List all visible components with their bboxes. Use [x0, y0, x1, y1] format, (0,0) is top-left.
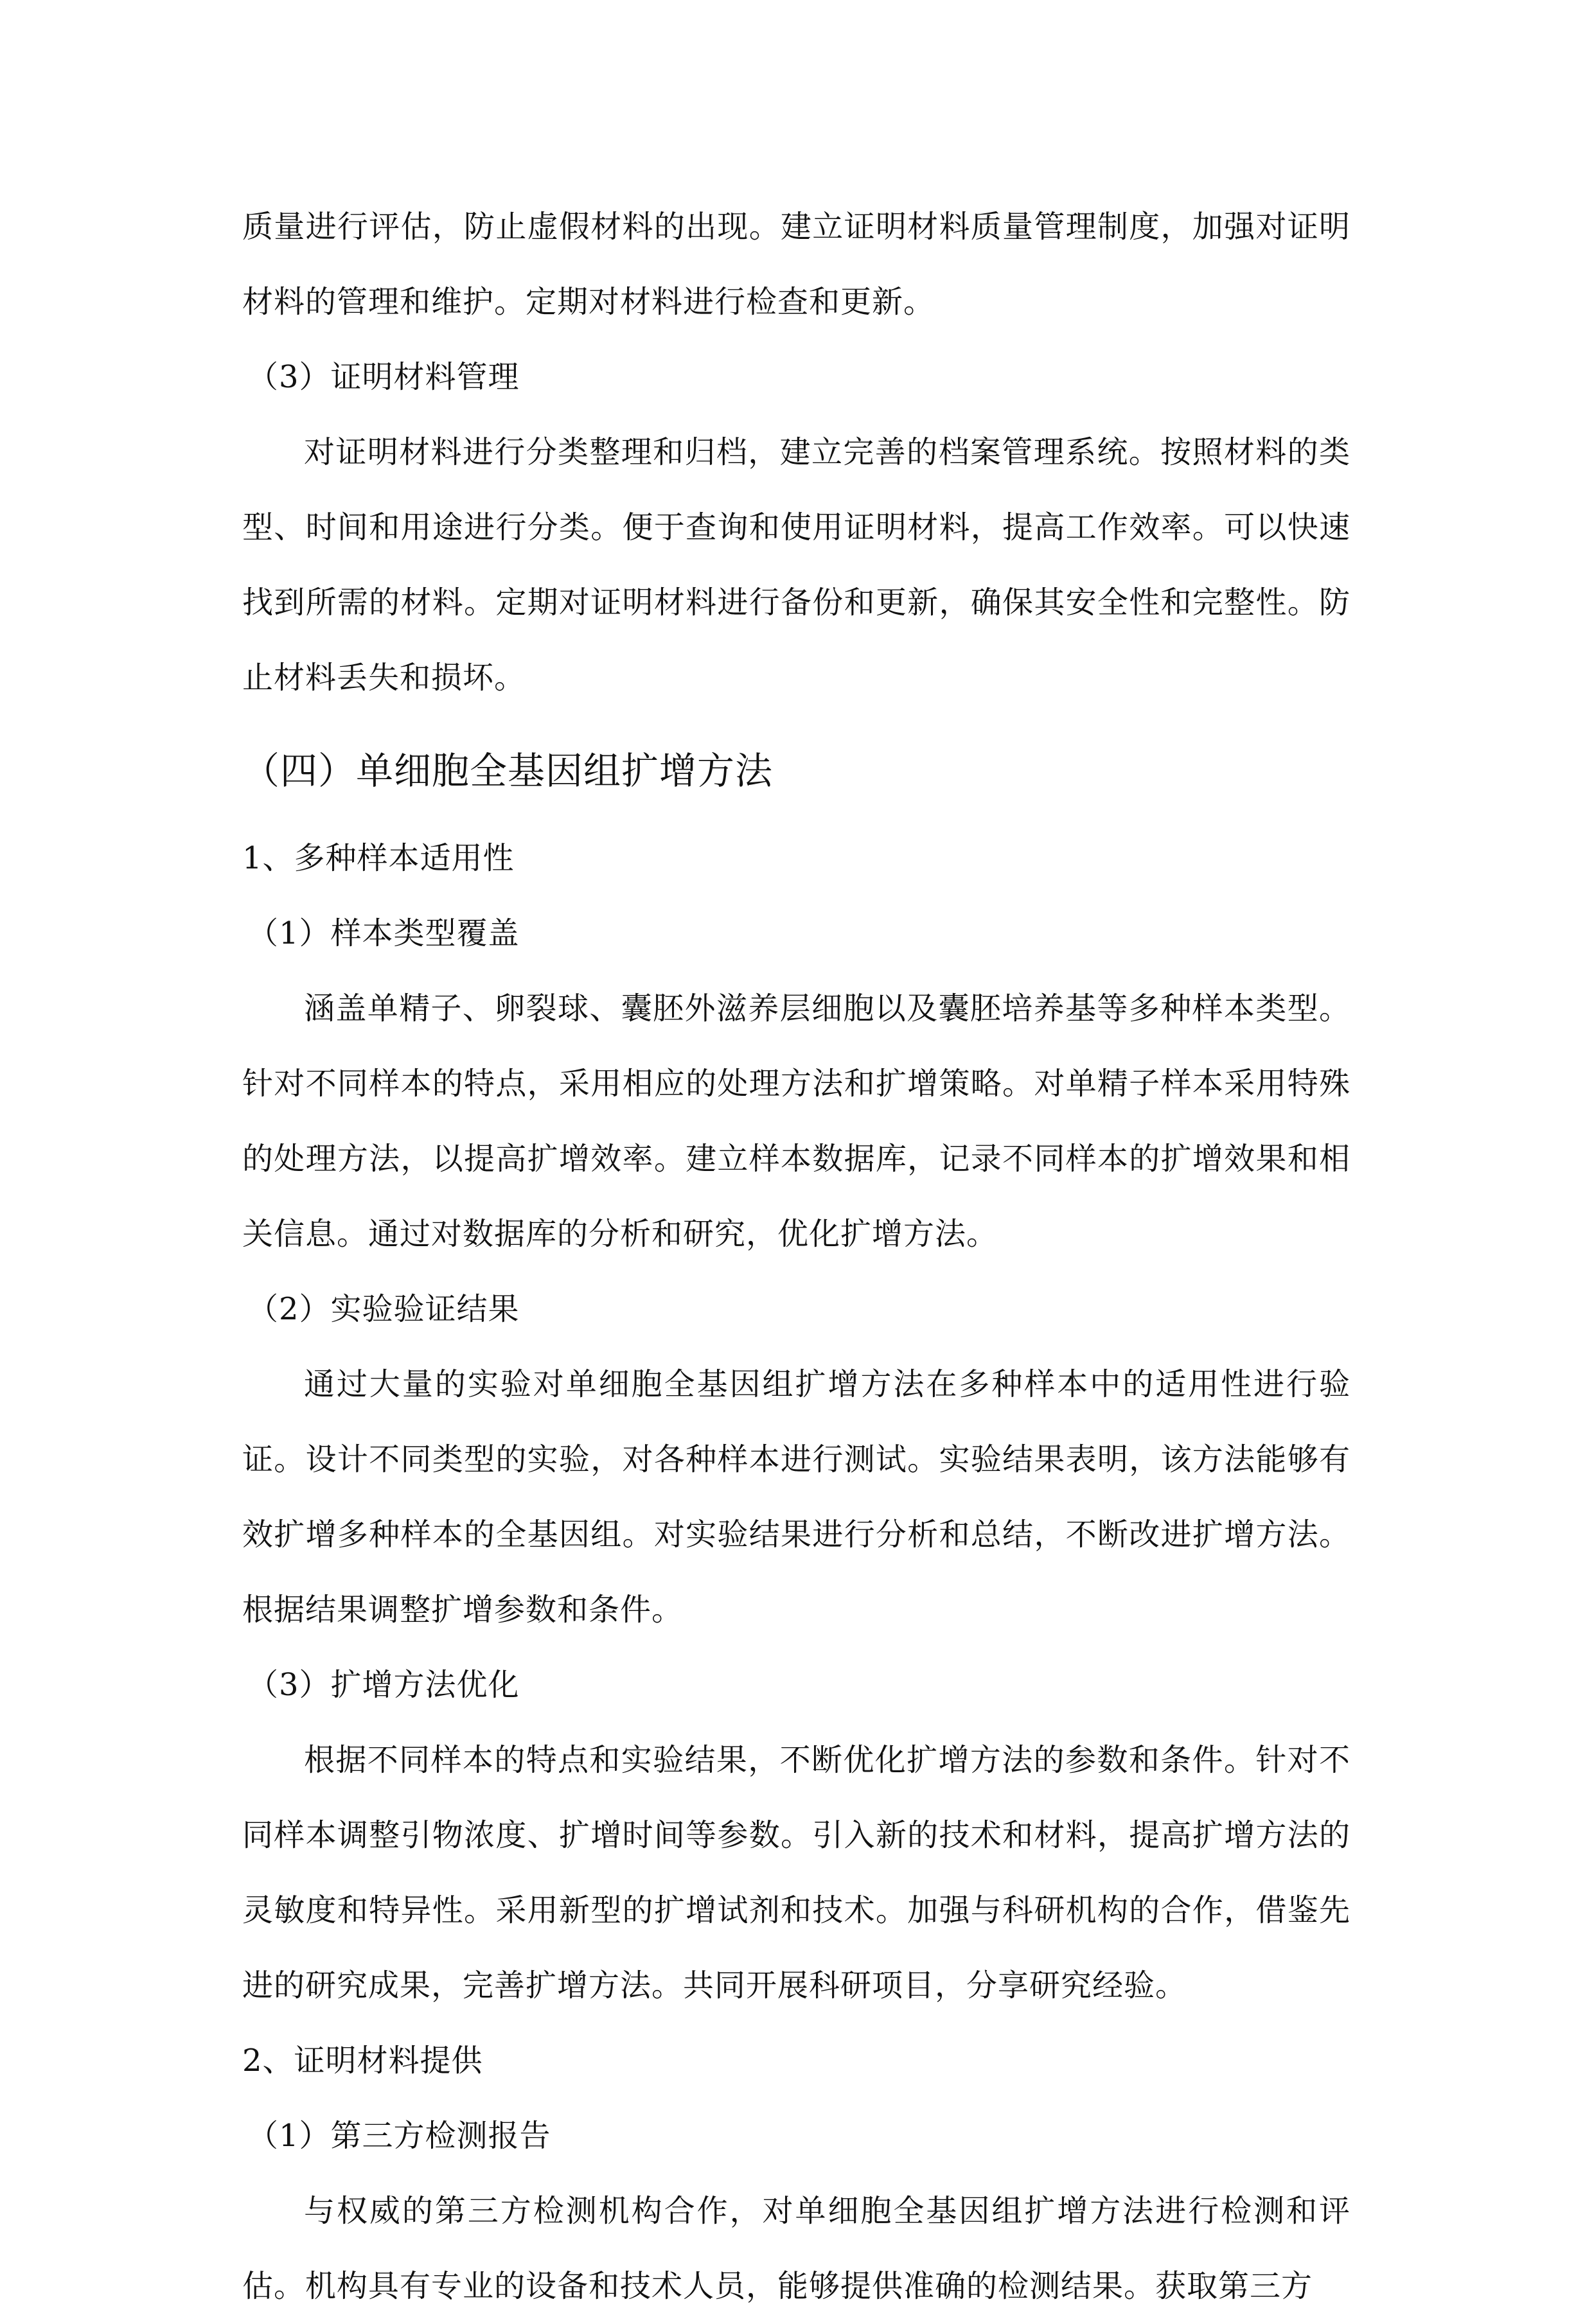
heading-experiment-validation: （2）实验验证结果 — [247, 1291, 520, 1327]
paragraph-material-management: 对证明材料进行分类整理和归档，建立完善的档案管理系统。按照材料的类型、时间和用途进行分类。便于查询和使用证明材料，提高工作效率。可以快速找到所需的材料。定期对证明材料进行备份和更新，确保其安全性和完整性。防止材料丢失和损坏。 — [242, 434, 1350, 696]
heading-sample-applicability: 1、多种样本适用性 — [242, 840, 515, 876]
paragraph-sample-type-coverage: 涵盖单精子、卵裂球、囊胚外滋养层细胞以及囊胚培养基等多种样本类型。针对不同样本的特点，采用相应的处理方法和扩增策略。对单精子样本采用特殊的处理方法，以提高扩增效率。建立样本数据库，记录不同样本的扩增效果和相关信息。通过对数据库的分析和研究，优化扩增方法。 — [242, 990, 1350, 1252]
paragraph-experiment-validation: 通过大量的实验对单细胞全基因组扩增方法在多种样本中的适用性进行验证。设计不同类型的实验，对各种样本进行测试。实验结果表明，该方法能够有效扩增多种样本的全基因组。对实验结果进行分析和总结，不断改进扩增方法。根据结果调整扩增参数和条件。 — [242, 1366, 1350, 1628]
heading-method-optimization: （3）扩增方法优化 — [247, 1667, 520, 1703]
paragraph-method-optimization: 根据不同样本的特点和实验结果，不断优化扩增方法的参数和条件。针对不同样本调整引物浓度、扩增时间等参数。引入新的技术和材料，提高扩增方法的灵敏度和特异性。采用新型的扩增试剂和技术。加强与科研机构的合作，借鉴先进的研究成果，完善扩增方法。共同开展科研项目，分享研究经验。 — [242, 1742, 1350, 2003]
paragraph-third-party-report: 与权威的第三方检测机构合作，对单细胞全基因组扩增方法进行检测和评估。机构具有专业的设备和技术人员，能够提供准确的检测结果。获取第三方 — [242, 2193, 1350, 2304]
heading-third-party-report: （1）第三方检测报告 — [247, 2118, 551, 2154]
section-heading-four: （四）单细胞全基因组扩增方法 — [242, 749, 774, 793]
heading-sample-type-coverage: （1）样本类型覆盖 — [247, 915, 520, 951]
document-body — [242, 189, 1350, 2324]
paragraph-quality-assessment: 质量进行评估，防止虚假材料的出现。建立证明材料质量管理制度，加强对证明材料的管理和维护。定期对材料进行检查和更新。 — [242, 209, 1350, 320]
heading-material-management: （3）证明材料管理 — [247, 359, 520, 395]
heading-proof-materials: 2、证明材料提供 — [242, 2043, 483, 2079]
